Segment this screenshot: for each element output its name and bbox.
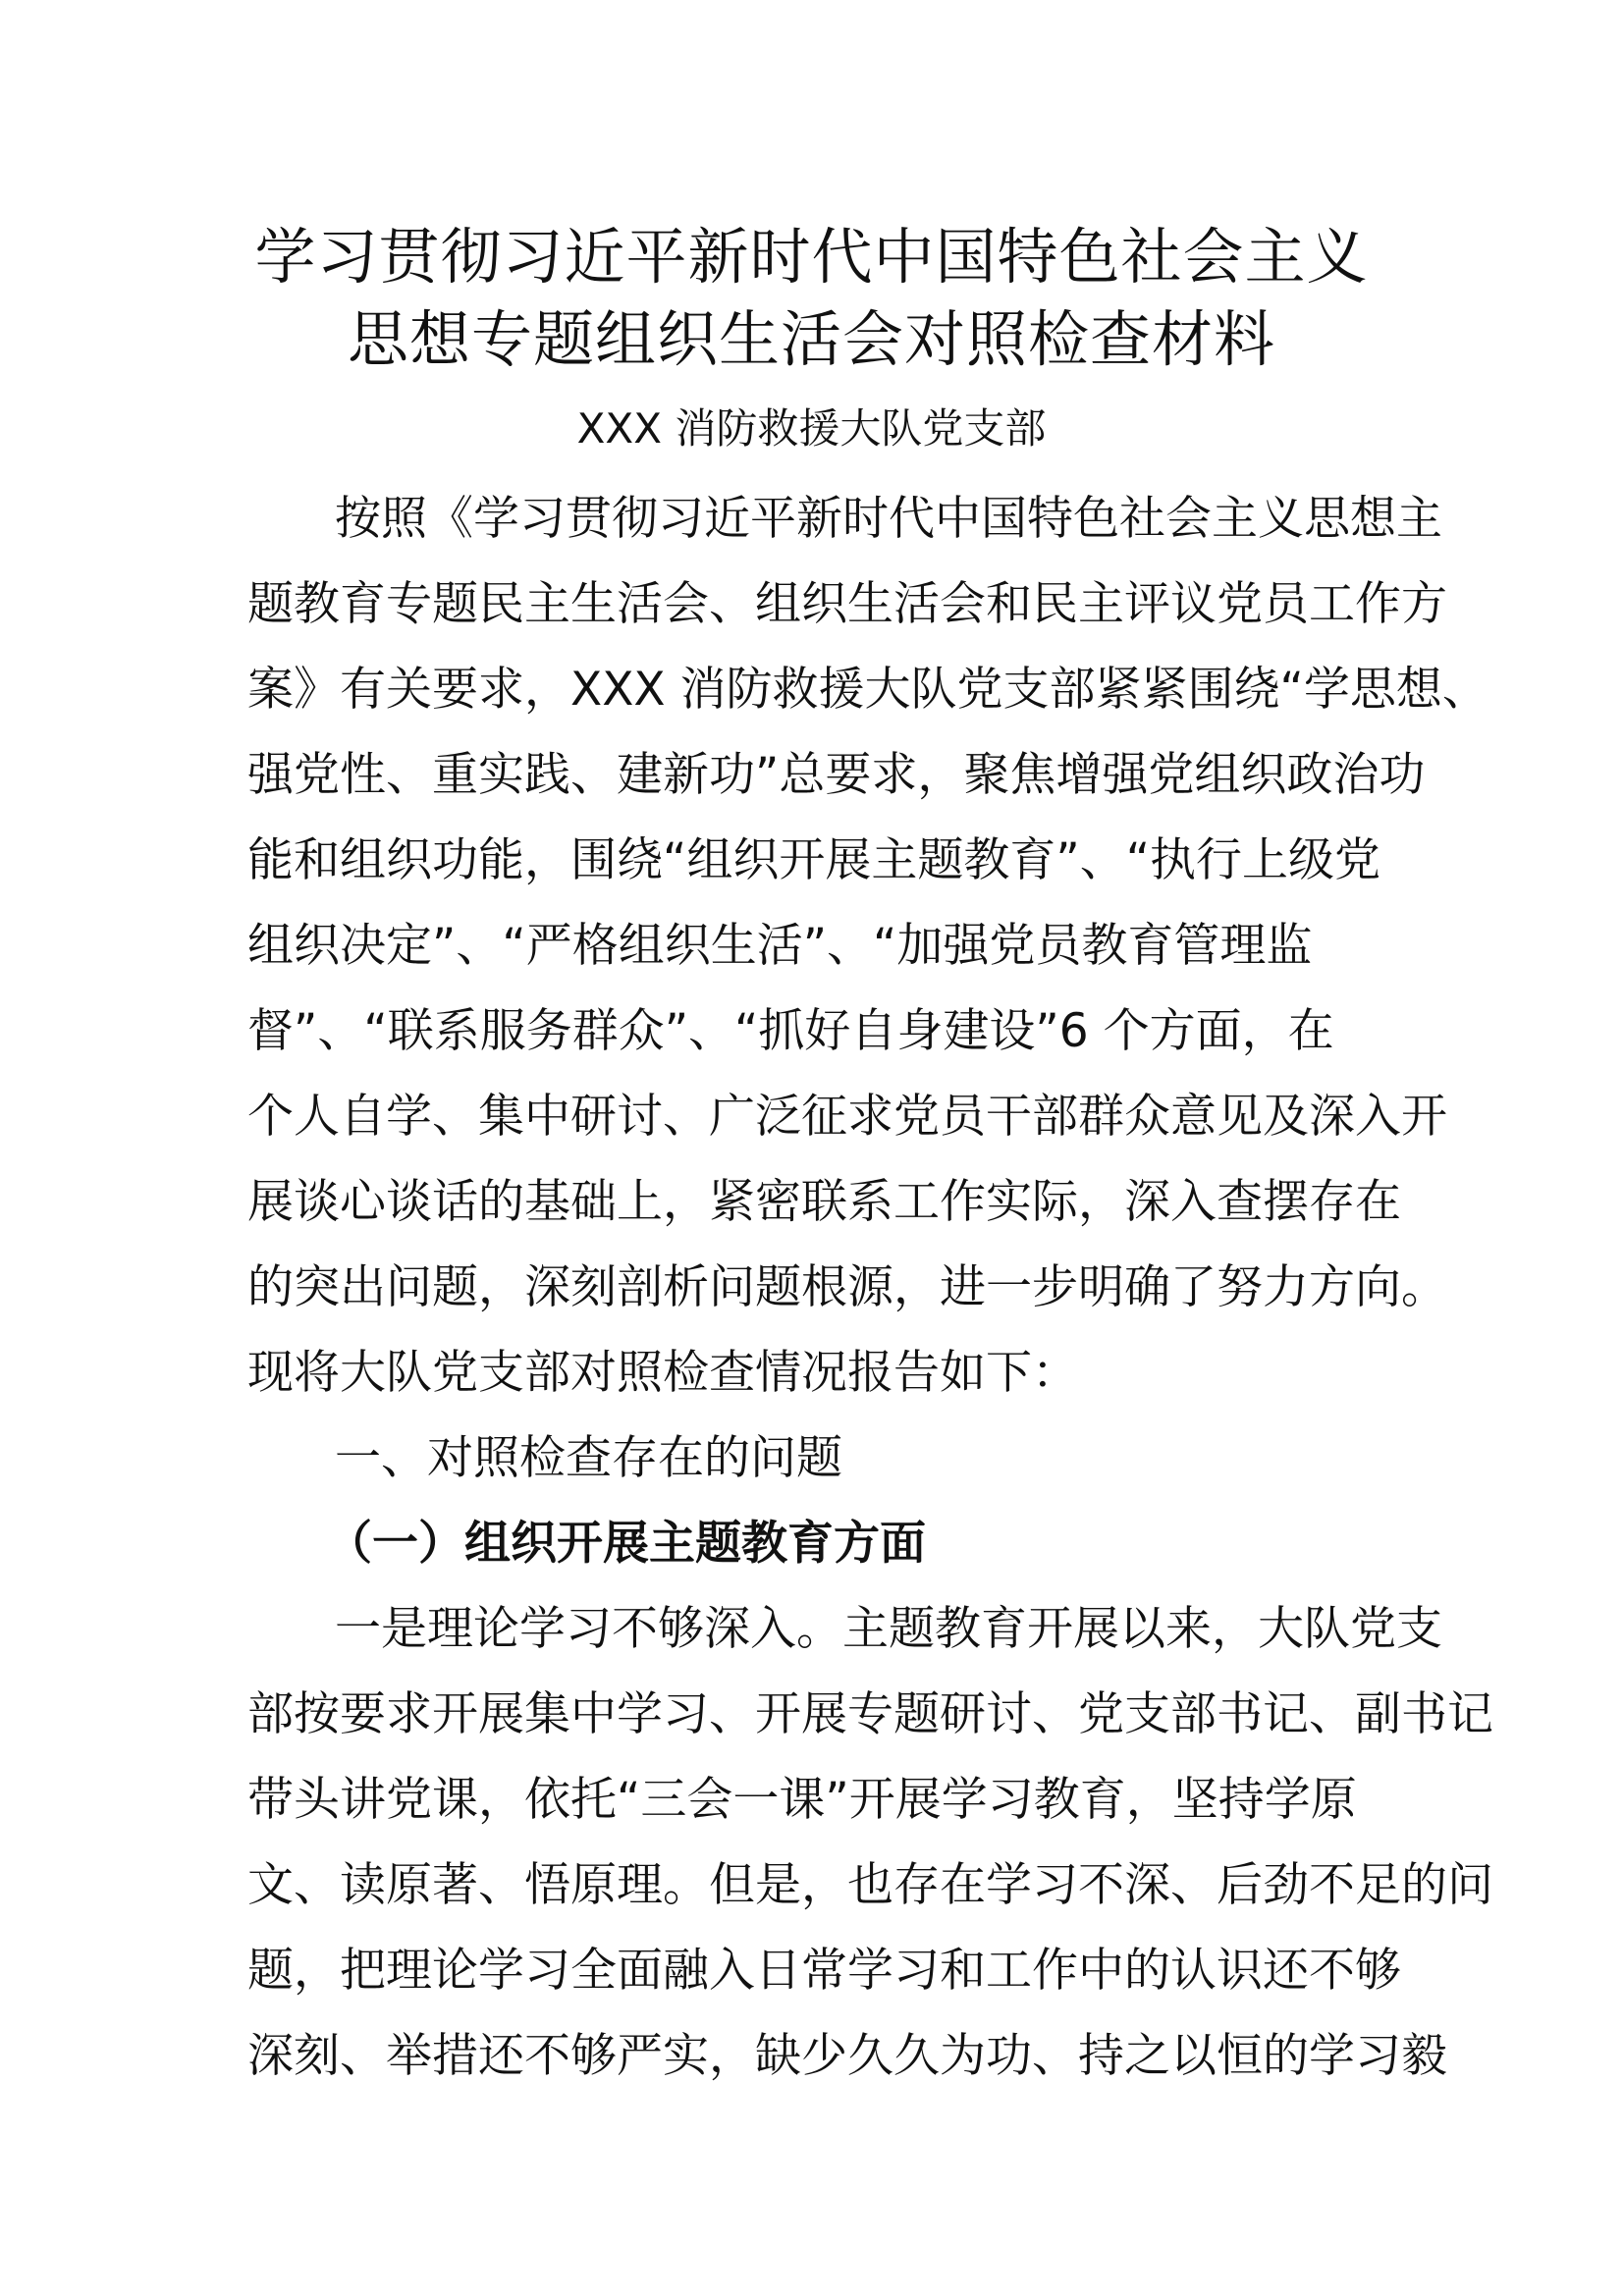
intro-line: 个人自学、集中研讨、广泛征求党员干部群众意见及深入开 [247, 1090, 1447, 1144]
intro-line: 组织决定”、“严格组织生活”、“加强党员教育管理监 [247, 919, 1313, 973]
body-line: 带头讲党课，依托“三会一课”开展学习教育，坚持学原 [247, 1773, 1357, 1827]
intro-line: 展谈心谈话的基础上，紧密联系工作实际，深入查摆存在 [247, 1175, 1401, 1229]
body-line: 部按要求开展集中学习、开展专题研讨、党支部书记、副书记 [247, 1687, 1493, 1741]
intro-line: 按照《学习贯彻习近平新时代中国特色社会主义思想主 [335, 492, 1442, 546]
intro-line: 督”、“联系服务群众”、“抓好自身建设”6 个方面，在 [247, 1004, 1334, 1058]
body-line: 深刻、举措还不够严实，缺少久久为功、持之以恒的学习毅 [247, 2029, 1447, 2083]
section-heading: 一、对照检查存在的问题 [335, 1431, 842, 1485]
intro-line: 强党性、重实践、建新功”总要求，聚焦增强党组织政治功 [247, 748, 1426, 802]
document-title-line-2: 思想专题组织生活会对照检查材料 [347, 303, 1275, 375]
intro-line: 案》有关要求，XXX 消防救援大队党支部紧紧围绕“学思想、 [247, 663, 1488, 717]
intro-line: 现将大队党支部对照检查情况报告如下： [247, 1346, 1078, 1400]
intro-line: 题教育专题民主生活会、组织生活会和民主评议党员工作方 [247, 577, 1447, 631]
intro-line: 能和组织功能，围绕“组织开展主题教育”、“执行上级党 [247, 833, 1381, 887]
document-subtitle: XXX 消防救援大队党支部 [576, 404, 1047, 453]
document-title-line-1: 学习贯彻习近平新时代中国特色社会主义 [254, 221, 1369, 293]
body-line: 文、读原著、悟原理。但是，也存在学习不深、后劲不足的问 [247, 1858, 1493, 1912]
body-line: 题，把理论学习全面融入日常学习和工作中的认识还不够 [247, 1944, 1401, 1998]
body-line: 一是理论学习不够深入。主题教育开展以来，大队党支 [335, 1602, 1442, 1656]
intro-line: 的突出问题，深刻剖析问题根源，进一步明确了努力方向。 [247, 1260, 1447, 1314]
subsection-heading: （一）组织开展主题教育方面 [326, 1517, 926, 1571]
